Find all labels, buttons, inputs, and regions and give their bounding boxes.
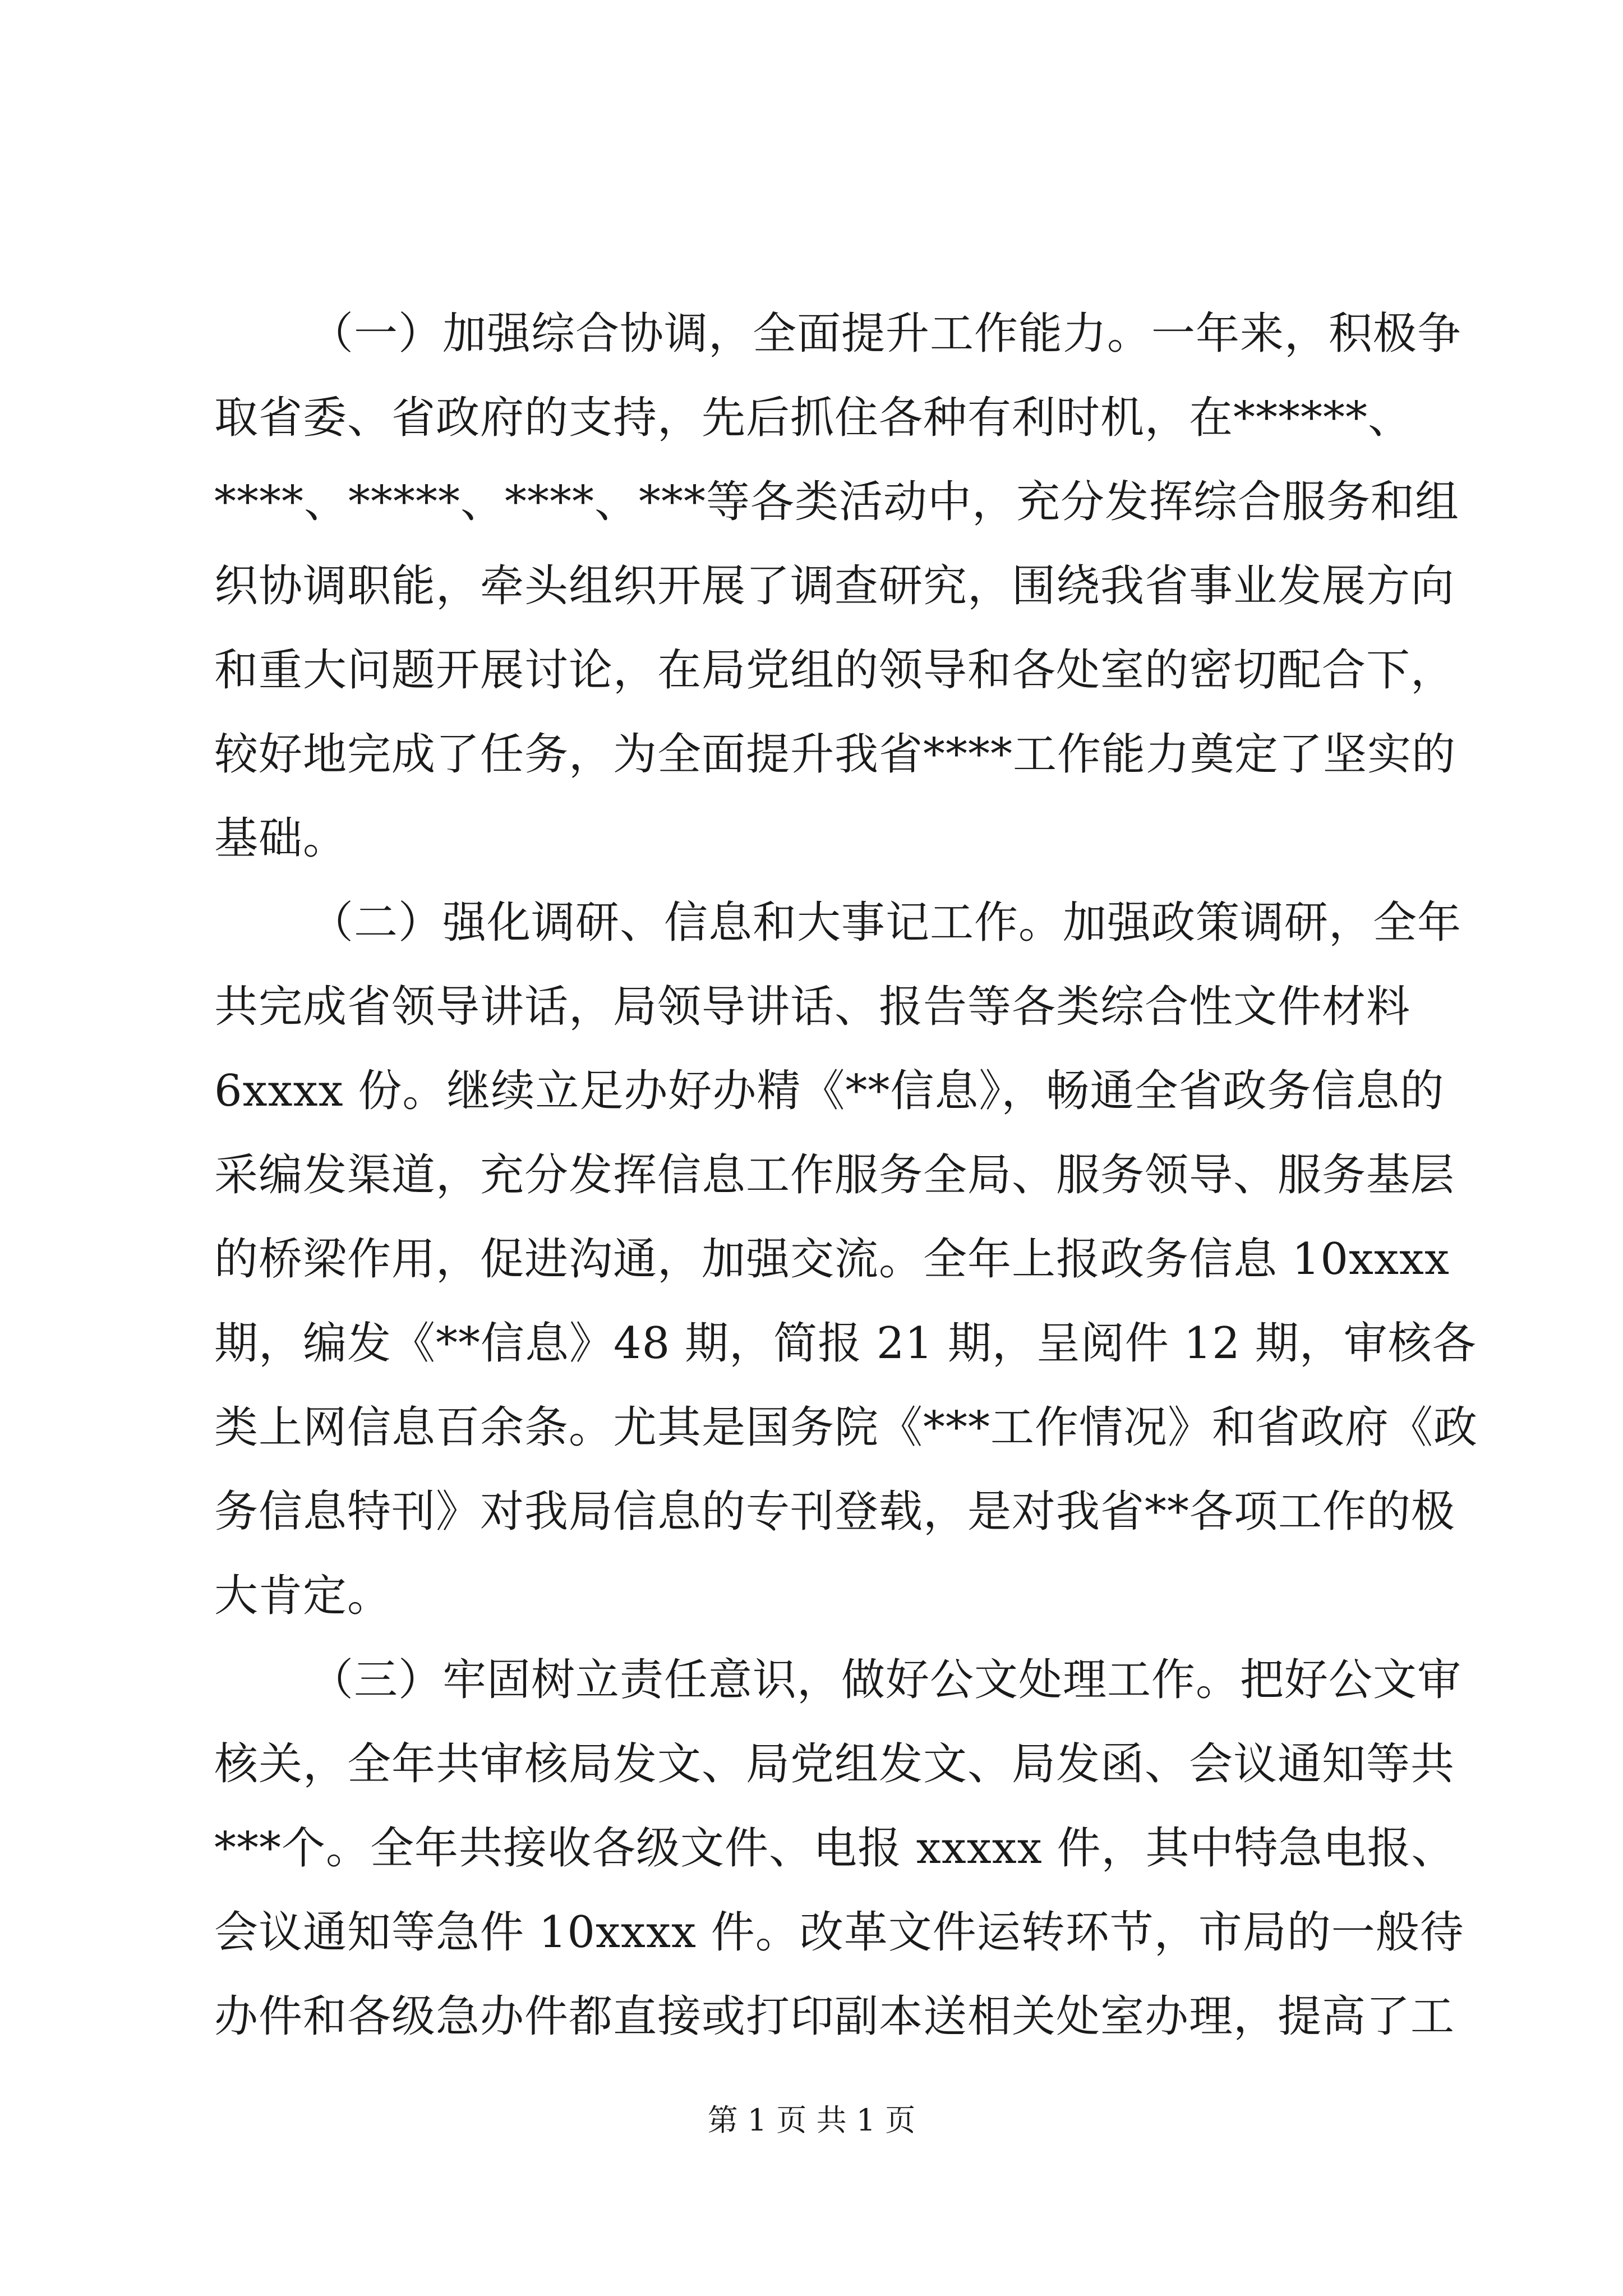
text-line: （三）牢固树立责任意识，做好公文处理工作。把好公文审 xyxy=(310,1655,1462,1705)
text-line: 类上网信息百余条。尤其是国务院《***工作情况》和省政府《政 xyxy=(214,1402,1478,1453)
text-line: 取省委、省政府的支持，先后抓住各种有利时机，在******、 xyxy=(214,393,1413,443)
text-line: 办件和各级急办件都直接或打印副本送相关处室办理，提高了工 xyxy=(214,1991,1455,2042)
text-line: 采编发渠道，充分发挥信息工作服务全局、服务领导、服务基层 xyxy=(214,1150,1455,1200)
text-line: ****、*****、****、***等各类活动中，充分发挥综合服务和组 xyxy=(214,477,1460,527)
paragraph-1 xyxy=(214,292,1462,881)
text-line: 务信息特刊》对我局信息的专刊登载，是对我省**各项工作的极 xyxy=(214,1487,1456,1537)
text-line: （一）加强综合协调，全面提升工作能力。一年来，积极争 xyxy=(310,309,1462,359)
paragraph-3 xyxy=(214,1638,1464,2059)
text-line: 会议通知等急件 10xxxx 件。改革文件运转环节，市局的一般待 xyxy=(214,1907,1464,1958)
text-line: 的桥梁作用，促进沟通，加强交流。全年上报政务信息 10xxxx xyxy=(214,1234,1450,1285)
text-line: 基础。 xyxy=(214,813,348,864)
text-line: 大肯定。 xyxy=(214,1571,392,1621)
page-number-label: 第 1 页 共 1 页 xyxy=(707,2102,916,2138)
document-body xyxy=(214,292,1478,2059)
text-line: ***个。全年共接收各级文件、电报 xxxxx 件，其中特急电报、 xyxy=(214,1823,1456,1874)
text-line: 6xxxx 份。继续立足办好办精《**信息》，畅通全省政务信息的 xyxy=(214,1066,1445,1116)
text-line: 共完成省领导讲话，局领导讲话、报告等各类综合性文件材料 xyxy=(214,982,1411,1032)
text-line: 织协调职能，牵头组织开展了调查研究，围绕我省事业发展方向 xyxy=(214,561,1455,611)
page-footer xyxy=(0,2098,1623,2143)
text-line: 较好地完成了任务，为全面提升我省****工作能力奠定了坚实的 xyxy=(214,729,1456,780)
paragraph-2 xyxy=(214,881,1478,1638)
text-line: （二）强化调研、信息和大事记工作。加强政策调研，全年 xyxy=(310,898,1462,948)
text-line: 期，编发《**信息》48 期，简报 21 期，呈阅件 12 期，审核各 xyxy=(214,1318,1477,1369)
text-line: 核关，全年共审核局发文、局党组发文、局发函、会议通知等共 xyxy=(214,1739,1455,1789)
text-line: 和重大问题开展讨论，在局党组的领导和各处室的密切配合下， xyxy=(214,645,1455,696)
